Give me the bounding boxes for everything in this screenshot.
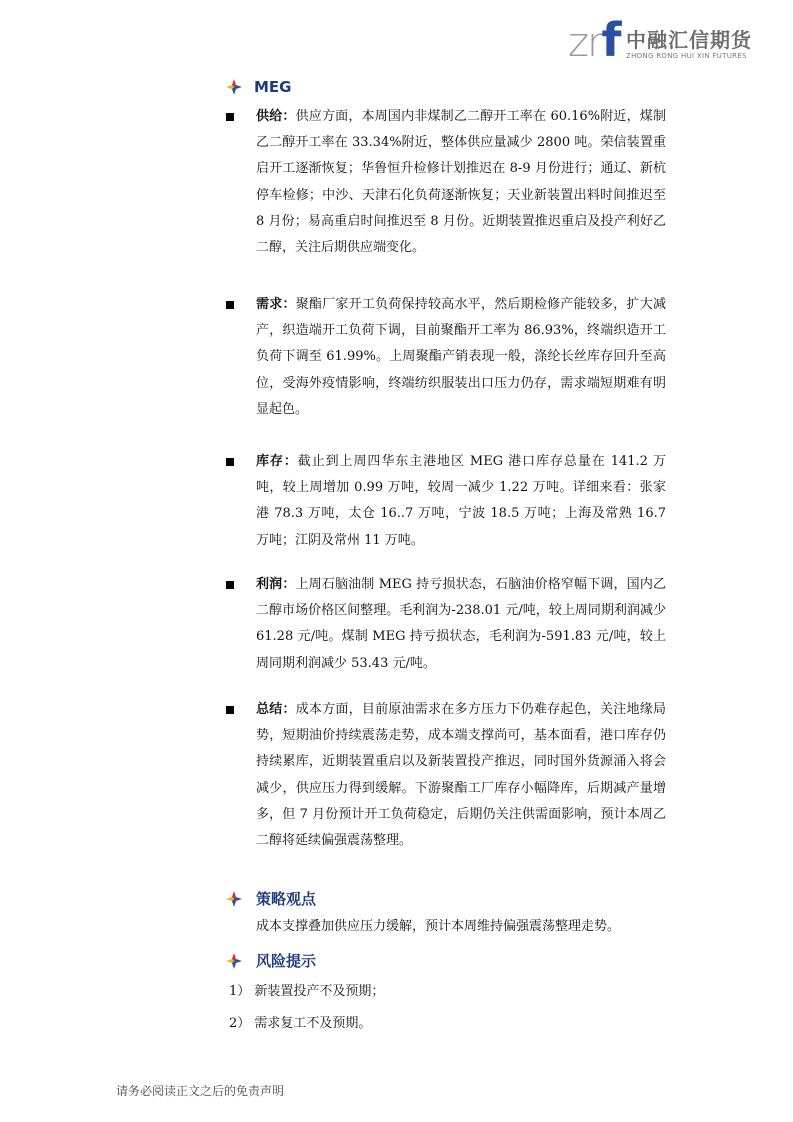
section-heading-risk bbox=[226, 950, 316, 971]
strategy-text: 成本支撑叠加供应压力缓解，预计本周维持偏强震荡整理走势。 bbox=[256, 919, 621, 934]
item-text: 截止到上周四华东主港地区 MEG 港口库存总量在 141.2 万吨，较上周增加 0.99 万吨，较周一减少 1.22 万吨。详细来看：张家港 78.3 万吨，太仓 16..7 万吨，宁波 18.5 万吨；上海及常熟 16.7 万吨；江阴及常州 11 万吨。 bbox=[256, 454, 666, 548]
item-label: 需求： bbox=[256, 297, 296, 312]
logo-mark: zrf bbox=[568, 13, 622, 67]
diamond-icon bbox=[226, 891, 242, 907]
list-item-demand bbox=[226, 292, 666, 423]
section-heading-meg bbox=[226, 78, 292, 96]
list-item-supply bbox=[226, 104, 666, 261]
list-item-inventory bbox=[226, 449, 666, 554]
square-bullet-icon bbox=[226, 706, 234, 714]
risk-item: 1） 新装置投产不及预期； bbox=[229, 984, 385, 999]
square-bullet-icon bbox=[226, 113, 234, 121]
company-logo bbox=[568, 13, 752, 70]
item-text: 成本方面，目前原油需求在多方压力下仍难存起色，关注地缘局势，短期油价持续震荡走势，成本端支撑尚可，基本面看，港口库存仍持续累库，近期装置重启以及新装置投产推迟，同时国外货源涌入将会减少，供应压力得到缓解。下游聚酯工厂库存小幅降库，后期减产量增多，但 7 月份预计开工负荷稳定，后期仍关注供需面影响，预计本周乙二醇将延续偏强震荡整理。 bbox=[256, 702, 666, 849]
logo-english-name: ZHONG RONG HUI XIN FUTURES bbox=[626, 52, 747, 60]
section-title: MEG bbox=[254, 78, 292, 96]
item-label: 总结： bbox=[256, 702, 296, 717]
square-bullet-icon bbox=[226, 458, 234, 466]
disclaimer-notice: 请务必阅读正文之后的免责声明 bbox=[116, 1084, 285, 1098]
list-item-summary bbox=[226, 697, 666, 854]
item-label: 利润： bbox=[256, 577, 296, 592]
item-text: 上周石脑油制 MEG 持亏损状态，石脑油价格窄幅下调，国内乙二醇市场价格区间整理。毛利润为-238.01 元/吨，较上周同期利润减少 61.28 元/吨。煤制 MEG 持亏损状态，毛利润为-591.83 元/吨，较上周同期利润减少 53.43 元/吨。 bbox=[256, 577, 666, 671]
square-bullet-icon bbox=[226, 581, 234, 589]
item-text: 聚酯厂家开工负荷保持较高水平，然后期检修产能较多，扩大减产，织造端开工负荷下调，目前聚酯开工率为 86.93%，终端织造开工负荷下调至 61.99%。上周聚酯产销表现一般，涤纶长丝库存回升至高位，受海外疫情影响，终端纺织服装出口压力仍存，需求端短期难有明显起色。 bbox=[256, 297, 666, 417]
item-text: 供应方面，本周国内非煤制乙二醇开工率在 60.16%附近，煤制乙二醇开工率在 33.34%附近，整体供应量减少 2800 吨。荣信装置重启开工逐渐恢复；华鲁恒升检修计划推迟在 8-9 月份进行；通辽、新杭停车检修；中沙、天津石化负荷逐渐恢复；天业新装置出料时间推迟至 8 月份；易高重启时间推迟至 8 月份。近期装置推迟重启及投产利好乙二醇，关注后期供应端变化。 bbox=[256, 109, 666, 256]
section-title: 策略观点 bbox=[256, 890, 317, 908]
risk-item: 2） 需求复工不及预期。 bbox=[229, 1016, 372, 1031]
item-label: 库存： bbox=[256, 454, 298, 469]
diamond-icon bbox=[226, 953, 242, 969]
list-item-profit bbox=[226, 572, 666, 677]
item-label: 供给： bbox=[256, 109, 296, 124]
section-title: 风险提示 bbox=[256, 952, 317, 970]
section-heading-strategy bbox=[226, 888, 316, 909]
square-bullet-icon bbox=[226, 301, 234, 309]
logo-chinese-name: 中融汇信期货 bbox=[626, 28, 752, 52]
diamond-icon bbox=[226, 79, 242, 95]
